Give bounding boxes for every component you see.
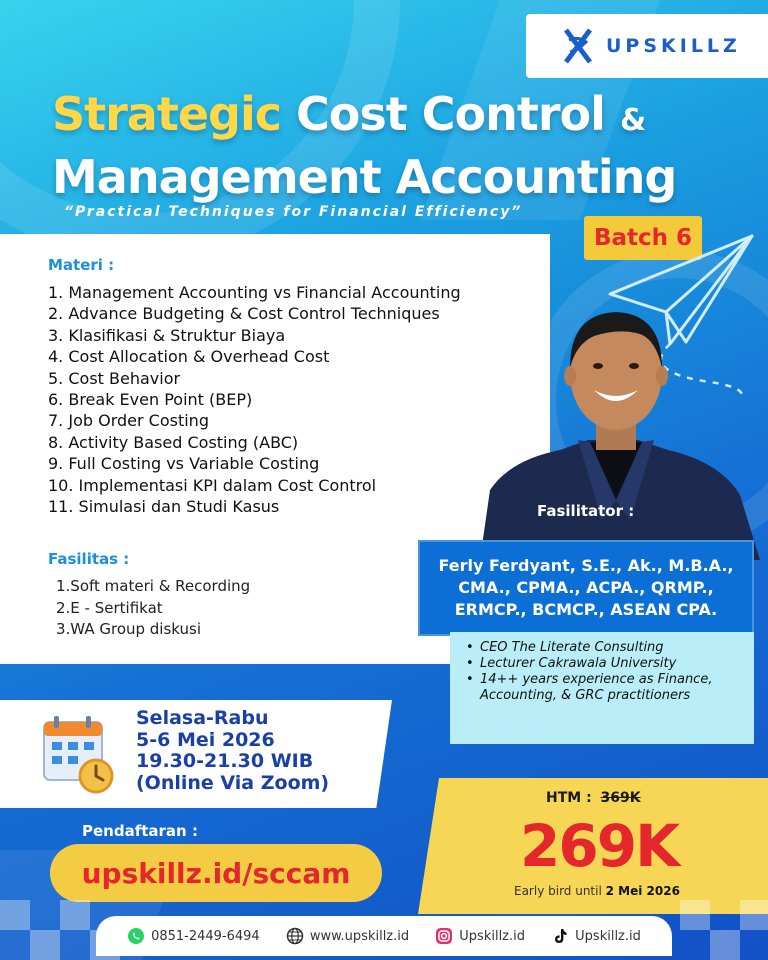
registration-link-button[interactable] bbox=[50, 844, 382, 902]
registration-label: Pendaftaran : bbox=[82, 822, 198, 840]
footer-instagram[interactable] bbox=[435, 927, 525, 945]
calendar-clock-icon bbox=[40, 712, 116, 796]
schedule-mode: (Online Via Zoom) bbox=[136, 771, 330, 794]
materi-item: 8. Activity Based Costing (ABC) bbox=[48, 432, 299, 452]
facilitator-name-line: ERMCP., BCMCP., ASEAN CPA. bbox=[454, 600, 718, 619]
title-highlight: Strategic bbox=[52, 87, 281, 141]
materi-item: 6. Break Even Point (BEP) bbox=[48, 390, 253, 410]
instagram-handle: Upskillz.id bbox=[459, 928, 526, 944]
instagram-icon bbox=[435, 927, 453, 945]
upskillz-logo-icon bbox=[562, 26, 594, 66]
bio-item: • 14++ years experience as Finance, Accounting, & GRC practitioners bbox=[464, 672, 744, 704]
schedule-time: 19.30-21.30 WIB bbox=[136, 750, 314, 772]
brand-logo[interactable] bbox=[526, 14, 768, 78]
footer-contact-bar bbox=[96, 916, 672, 956]
facilitator-label: Fasilitator : bbox=[537, 502, 635, 520]
current-price: 269K bbox=[520, 812, 679, 880]
materi-item: 5. Cost Behavior bbox=[48, 368, 181, 388]
title-line-2: Management Accounting bbox=[52, 150, 677, 204]
htm-label bbox=[546, 790, 641, 806]
batch-label: Batch 6 bbox=[593, 225, 693, 251]
materi-item: 2. Advance Budgeting & Cost Control Techniques bbox=[48, 304, 440, 324]
footer-tiktok[interactable] bbox=[551, 927, 641, 945]
htm-label-text: HTM : bbox=[546, 790, 592, 806]
bio-item: • CEO The Literate Consulting bbox=[464, 640, 744, 656]
materi-list bbox=[48, 282, 461, 517]
facilitator-name-line: CMA., CPMA., ACPA., QRMP., bbox=[458, 578, 714, 597]
bio-list bbox=[464, 640, 744, 704]
phone-number: 0851-2449-6494 bbox=[151, 928, 260, 944]
materi-item: 7. Job Order Costing bbox=[48, 411, 209, 431]
materi-item: 9. Full Costing vs Variable Costing bbox=[48, 454, 320, 474]
footer-phone[interactable] bbox=[127, 927, 260, 945]
footer-website[interactable] bbox=[286, 927, 409, 945]
facilitator-name-line: Ferly Ferdyant, S.E., Ak., M.B.A., bbox=[438, 556, 734, 575]
title-ampersand: & bbox=[619, 103, 646, 138]
fasilitas-item: 3.WA Group diskusi bbox=[56, 620, 202, 638]
materi-item: 4. Cost Allocation & Overhead Cost bbox=[48, 347, 330, 367]
schedule-details bbox=[136, 708, 329, 794]
facilitator-bio bbox=[450, 632, 754, 744]
materi-item: 10. Implementasi KPI dalam Cost Control bbox=[48, 475, 377, 495]
schedule-date: 5-6 Mei 2026 bbox=[136, 728, 275, 751]
fasilitas-heading: Fasilitas : bbox=[48, 550, 130, 568]
materi-item: 1. Management Accounting vs Financial Accounting bbox=[48, 283, 461, 302]
materi-item: 11. Simulasi dan Studi Kasus bbox=[48, 497, 280, 517]
website-url: www.upskillz.id bbox=[309, 928, 410, 944]
event-subtitle: “Practical Techniques for Financial Efficiency” bbox=[64, 204, 523, 220]
early-bird-text: Early bird until bbox=[514, 884, 602, 898]
facilitator-name bbox=[418, 540, 754, 636]
schedule-days: Selasa-Rabu bbox=[136, 707, 269, 729]
brand-name: UPSKILLZ bbox=[606, 35, 741, 57]
fasilitas-item: 1.Soft materi & Recording bbox=[56, 577, 251, 595]
fasilitas-list bbox=[56, 576, 250, 641]
materi-item: 3. Klasifikasi & Struktur Biaya bbox=[48, 325, 286, 345]
whatsapp-icon bbox=[127, 927, 145, 945]
title-line-1 bbox=[52, 86, 732, 149]
title-line-1-rest: Cost Control bbox=[296, 87, 605, 141]
bio-item: • Lecturer Cakrawala University bbox=[464, 656, 744, 672]
early-bird-note bbox=[514, 884, 680, 898]
tiktok-icon bbox=[551, 927, 569, 945]
globe-icon bbox=[286, 927, 304, 945]
fasilitas-item: 2.E - Sertifikat bbox=[56, 598, 163, 617]
event-title bbox=[52, 86, 732, 205]
tiktok-handle: Upskillz.id bbox=[575, 928, 641, 944]
materi-heading: Materi : bbox=[48, 256, 115, 274]
old-price: 369K bbox=[600, 790, 641, 806]
registration-url[interactable]: upskillz.id/sccam bbox=[81, 856, 351, 890]
early-bird-date: 2 Mei 2026 bbox=[605, 884, 680, 898]
